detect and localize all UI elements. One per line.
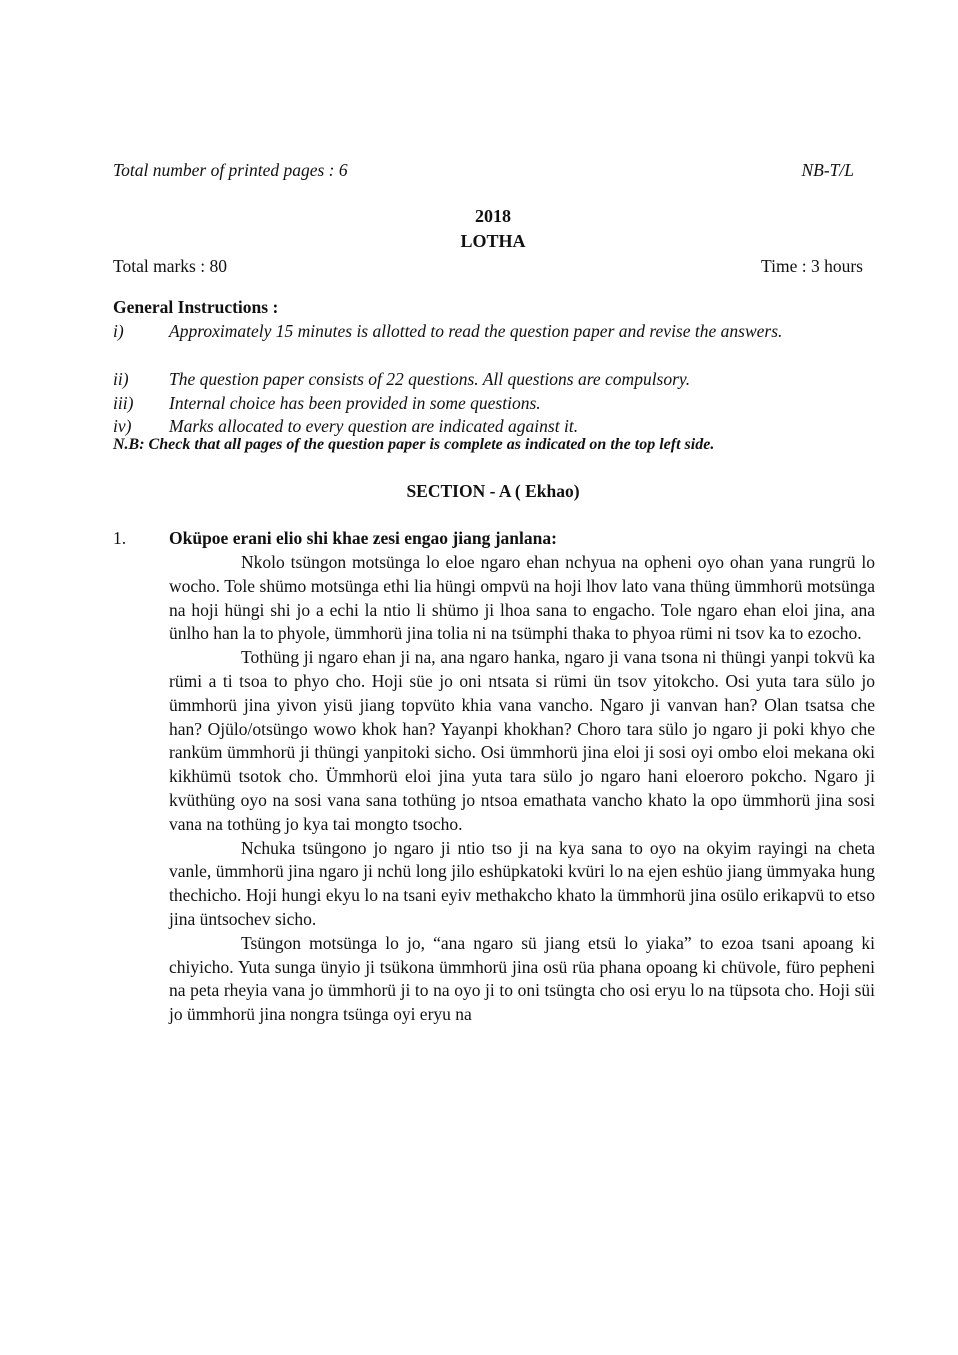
instruction-item [113, 367, 813, 391]
instruction-item [113, 319, 813, 343]
total-marks: Total marks : 80 [113, 256, 227, 276]
paper-code: NB-T/L [801, 160, 854, 180]
question-number: 1. [113, 528, 127, 548]
passage-paragraph: Nchuka tsüngono jo ngaro ji ntio tso ji na kya sana to oyo na okyim rayingi na cheta vanle, ümmhorü jina ngaro ji nchü long jilo eshüpkatoki kvüri lo na ejen eshüo jiang ümmyaka hung thechicho. Hoji hungi ekyu lo na tsani eyiv methakcho khato la ümmhorü jina osülo erikapvü to etso jina üntsochev sicho. [169, 837, 875, 929]
instruction-number: iii) [113, 393, 134, 413]
passage-paragraph: Nkolo tsüngon motsünga lo eloe ngaro ehan nchyua na opheni oyo ohan yana rungrü lo wocho. Tole shümo motsünga ethi lia hüngi ompvü na hoji lhov lato vana thüng ümmhorü motsünga na hoji hüngi shi jo a echi la ntio li shümo ji lhoa sana to engacho. Tole ngaro ehan eloi jina, ana ünlho han la to phyole, ümmhorü jina tolia ni na tsümphi thaka to phyoa rümi ni tsov ka to ezocho. [169, 552, 875, 644]
instruction-number: i) [113, 321, 124, 341]
passage-paragraph: Tsüngon motsünga lo jo, “ana ngaro sü jiang etsü lo yiaka” to ezoa tsani apoang ki chiyicho. Yuta sunga ünyio ji tsükona ümmhorü jina osü rüa phana opoang ki chüvole, füro pepheni na peta rheyia vana jo ümmhorü ji to na oyo ji to oni tsüngta cho osi eryu lo na tüpsota cho. Hoji süi jo ümmhorü jina nongra tsünga oyi eryu na [169, 932, 875, 1025]
instruction-text: Internal choice has been provided in some questions. [169, 393, 541, 413]
section-title: SECTION - A ( Ekhao) [406, 481, 580, 501]
nb-note: N.B: Check that all pages of the question paper is complete as indicated on the top left side. [113, 436, 715, 453]
instruction-text: The question paper consists of 22 questions. All questions are compulsory. [169, 369, 691, 389]
exam-subject: LOTHA [460, 231, 526, 251]
instruction-number: ii) [113, 369, 129, 389]
exam-year: 2018 [475, 206, 511, 226]
instruction-text: Marks allocated to every question are indicated against it. [169, 416, 579, 436]
general-instructions-heading: General Instructions : [113, 297, 279, 317]
instruction-number: iv) [113, 416, 132, 436]
reading-passage [169, 551, 875, 1027]
printed-pages-note: Total number of printed pages : 6 [113, 160, 348, 180]
instruction-item [113, 391, 813, 415]
question-title: Oküpoe erani elio shi khae zesi engao jiang janlana: [169, 528, 557, 548]
passage-paragraph: Tothüng ji ngaro ehan ji na, ana ngaro hanka, ngaro ji vana tsona ni thüngi yanpi tokvü ka rümi a ti tsoa to phyo cho. Hoji süe jo oni ntsata si rümi ün tsov yitokcho. Osi yuta tara sülo jo ümmhorü jina yivon yisü jiang topvüto khia vana vancho. Ngaro ji vanvan han? Olan tsatsa che han? Ojülo/otsüngo wowo khok han? Yayanpi khokhan? Choro tara sülo jo ngaro ji poki khyo che ranküm ümmhorü ji thüngi yanpitoki sicho. Osi ümmhorü jina eloi ji sosi oyi ombo eloi mekana oki kikhümü tsotok cho. Ümmhorü eloi jina yuta tara sülo jo ngaro hani eloeroro pokcho. Ngaro ji kvüthüng oyo na sosi vana sana tothüng jo ntsoa emathata vancho khato la opo ümmhorü jina sosi vana na tothüng jo kya tai mongto tsocho. [169, 647, 875, 834]
instruction-text: Approximately 15 minutes is allotted to read the question paper and revise the answers. [169, 321, 783, 341]
exam-time: Time : 3 hours [761, 256, 863, 276]
instruction-item [113, 414, 813, 438]
